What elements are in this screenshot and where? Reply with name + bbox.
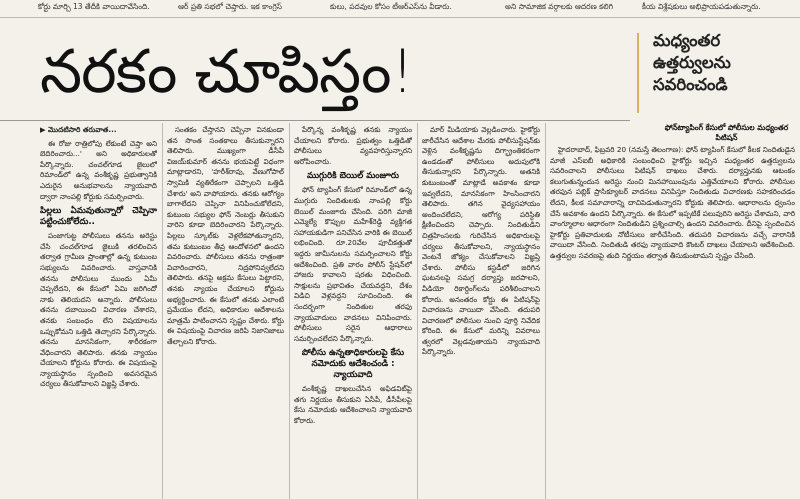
top-strip (0, 0, 800, 18)
side-kicker: ఫోన్‌ట్యాపింగ్ కేసులో పోలీసుల మధ్యంతర పిటిషన్ (664, 123, 789, 142)
side-headline (653, 30, 793, 96)
strip-text-middle: ఆర్ ప్రతి సభలో చెప్తారు. ఇక కాంగ్రెస్ (178, 2, 282, 11)
headline-divider (637, 33, 639, 113)
article-column-2 (167, 125, 284, 499)
column-4-paragraph-1: మార్ మీడియాకు వెల్లడించారు. హైకోర్టు జారీచేసిన ఆదేశాల మేరకు పోలీసుస్టేషన్‌కు వెళ్లిన వంశీకృష్ణను దిగ్భ్రాంతికరంగా ఉండడంతో పోలీసులు అదుపులోకి తీసుకున్నారని పేర్కొన్నారు. అతనికి కుటుంబంతో మాట్లాడే అవకాశం కూడా ఇవ్వలేదని, మానసికంగా హింసించారని తెలిపారు. తగిన వైద్యసహాయం అందించలేదని, ఆరోగ్య పరిస్థితి క్షీణించిందని చెప్పారు. నిందితుడిని చిత్రహింసలకు గురిచేసిన అధికారులపై చర్యలు తీసుకోవాలని, న్యాయస్థానం వెంటనే జోక్యం చేసుకోవాలని విజ్ఞప్తి చేశారు. పోలీసు కస్టడీలో జరిగిన ఘటనలపై సమగ్ర దర్యాప్తు జరపాలని, వీడియో రికార్డింగ్‌లను పరిశీలించాలని కోరారు. అనంతరం కోర్టు ఈ పిటిషన్‌పై విచారణను వాయిదా వేసింది. తదుపరి విచారణలో పోలీసుల నుంచి పూర్తి నివేదిక కోరింది. ఈ కేసులో మరిన్ని వివరాలు త్వరలో వెల్లడవుతాయని న్యాయవాది పేర్కొన్నారు. (422, 125, 540, 357)
column-1-paragraph-2: పంజాగుట్ట పోలీసులు తనను అరెస్టు చేసి చంచల్‌గూడ జైలుకి తరలించిన తర్వాత గ్రామీణ ప్రాంతాల్లో ఉన్న కుటుంబ సభ్యులను వివరించారు. వాస్తవానికి తనను పోలీసులు ముందు ఏమీ చెప్పలేదని, ఈ కేసులో ఏమి జరిగిందో నాకు తెలియదని అన్నారు. పోలీసులు తనను దబాయించి విచారణ చేశారని, తనకు సంబంధం లేని విషయాలను ఒప్పుకోమని ఒత్తిడి తెచ్చారని పేర్కొన్నారు. తనను మానసికంగా, శారీరకంగా వేధించారని తెలిపారు. తనకు న్యాయం చేయాలని కోర్టును కోరారు. ఈ విషయంపై న్యాయస్థానం స్పందించి అవసరమైన చర్యలు తీసుకోవాలని విజ్ఞప్తి చేశారు. (40, 231, 157, 389)
column-divider-4 (545, 123, 546, 499)
article-column-1 (40, 125, 157, 499)
strip-text-left: కోర్టు మార్చి 13 తేదీకి వాయిదావేసింది. (38, 2, 150, 11)
column-divider-3 (417, 123, 418, 499)
strip-text-right-2: కీయ విశ్లేషకులు అభిప్రాయపడుతున్నారు. (642, 2, 761, 11)
article-column-3 (294, 125, 412, 499)
article-column-5 (550, 145, 795, 499)
strip-text-middle-2: కులు, పదవుల కోసం టీఆర్ఎస్‌ను వీడారు. (330, 2, 452, 11)
column-1-paragraph-1: ఈ రోజు రాత్రిలోపు లేకుంటే చెప్తా అని బెదిరించారు...' అని అధికారులతో పేర్కొన్నారు. చంచల్‌గూడ జైలులో రిమాండ్‌లో ఉన్న వంశీకృష్ణ ప్రభుత్వానికి ఎదురైన అనుభవాలను న్యాయవాది ద్వారా నాంపల్లి కోర్టుకు సమర్పించారు. (40, 138, 157, 201)
column-divider-1 (162, 123, 163, 499)
headline-rule (0, 120, 630, 121)
column-3-paragraph-2: ఫోన్ ట్యాపింగ్ కేసులో రిమాండ్‌లో ఉన్న ముగ్గురు నిందితులకు నాంపల్లి కోర్టు బెయిల్ మంజూరు చేసింది. పరిగి మాజీ ఎమ్మెల్యే కొప్పుల మహేశ్‌రెడ్డి వ్యక్తిగత సహాయకుడిగా పనిచేసిన వారికి ఈ బెయిల్ లభించింది. రూ.20వేల పూచీకత్తుతో ఇద్దరు జామీనులను సమర్పించాలని కోర్టు ఆదేశించింది. ప్రతి వారం పోలీస్ స్టేషన్‌లో హాజరు కావాలని షరతు విధించింది. సాక్షులను ప్రభావితం చేయవద్దని, దేశం విడిచి వెళ్లవద్దని సూచించింది. ఈ సందర్భంగా నిందితుల తరఫు న్యాయవాదులు వాదనలు వినిపించారు. పోలీసులు సరైన ఆధారాలు సమర్పించలేదని పేర్కొన్నారు. (294, 185, 412, 343)
column-1-lead: ▶ మొదటిసారి తరువాత... (40, 125, 117, 134)
main-headline: నరకం చూపిస్తం! (40, 37, 414, 107)
column-1-subheading: పిల్లలు ఏమవుతున్నారో చెప్పినా పట్టించుకోలేదు.. (40, 206, 157, 228)
column-3-subheading-2: పోలీసు ఉన్నతాధికారులపై కేసు నమోదుకు ఆదేశించండి : న్యాయవాది (301, 348, 405, 381)
article-column-4 (422, 125, 540, 499)
column-3-paragraph-3: వంశీకృష్ణ దాఖలుచేసిన అఫిడవిట్‌పై తగు నిర్ణయం తీసుకుని ఏసీపీ, డీసీపీలపై కేసు నమోదుకు ఆదేశించాలని న్యాయవాది కోరారు. (294, 384, 412, 426)
side-headline-line-3: సవరించండి (653, 75, 728, 94)
column-3-subheading-1: ముగ్గురికి బెయిల్ మంజూరు (306, 171, 400, 182)
column-2-paragraph-1: సంతకం చేస్తానని చెప్పినా వినకుండా తన సొంత సంతకాలు తీసుకున్నారని తెలిపారు. ముఖ్యంగా డీసీపీ విజయ్‌కుమార్ తనను భయపెట్టే విధంగా మాట్లాడారని, 'హరీశ్‌రావు, వేణుగోపాల్ స్వామికి వ్యతిరేకంగా చెప్పాలని ఒత్తిడి చేశారు' అని వాపోయారు. తనకు ఆరోగ్యం బాగాలేదని చెప్పినా వినిపించుకోలేదని, కుటుంబ సభ్యుల ఫోన్ నెంబర్లు తీసుకుని వారిని కూడా బెదిరించారని పేర్కొన్నారు. పిల్లలు స్కూల్‌కు వెళ్లలేకపోతున్నారని, తమ కుటుంబం తీవ్ర ఆందోళనలో ఉందని వివరించారు. పోలీసులు తనను రాత్రంతా విచారించారని, నిద్రపోనివ్వలేదని తెలిపారు. తనపై అక్రమ కేసులు పెట్టారని, తనకు న్యాయం చేయాలని కోర్టును అభ్యర్థించారు. ఈ కేసులో తనకు ఎలాంటి ప్రమేయం లేదని, అధికారుల ఆదేశాలను మాత్రమే పాటించానని స్పష్టం చేశారు. కోర్టు ఈ విషయంపై విచారణ జరిపి నిజానిజాలు తేల్చాలని కోరారు. (167, 125, 284, 346)
strip-text-right: అని సామాజిక వర్గాలకు ఆదరణ కలిగి (505, 2, 613, 11)
column-5-paragraph-1: హైదరాబాద్, ఫిబ్రవరి 20 (నమస్తే తెలంగాణ): ఫోన్ ట్యాపింగ్ కేసులో కీలక నిందితుడైన మాజీ ఎస్ఐబీ అధికారికి సంబంధించి హైకోర్టు ఇచ్చిన మధ్యంతర ఉత్తర్వులను సవరించాలని పోలీసులు పిటిషన్ దాఖలు చేశారు. దర్యాప్తునకు ఆటంకం కలుగుతున్నందున అరెస్టు నుంచి మినహాయింపును ఎత్తివేయాలని కోరారు. పోలీసుల తరఫున పబ్లిక్ ప్రాసిక్యూటర్ వాదనలు వినిపిస్తూ నిందితుడు విచారణకు సహకరించడం లేదని, కీలక సమాచారాన్ని దాచిపెడుతున్నారని కోర్టుకు తెలిపారు. ఆధారాలను ధ్వంసం చేసే అవకాశం ఉందని పేర్కొన్నారు. ఈ కేసులో ఇప్పటికే పలువురిని అరెస్టు చేశామని, వారి వాంగ్మూలాల ఆధారంగా నిందితుడిని ప్రశ్నించాల్సి ఉందని వివరించారు. దీనిపై స్పందించిన హైకోర్టు ప్రతివాదులకు నోటీసులు జారీచేసింది. తదుపరి విచారణను వచ్చే వారానికి వాయిదా వేసింది. నిందితుడి తరఫు న్యాయవాది కౌంటర్ దాఖలు చేయాలని ఆదేశించింది. ఉత్తర్వుల సవరణపై తుది నిర్ణయం తర్వాత తీసుకుంటామని స్పష్టం చేసింది. (550, 145, 795, 260)
side-headline-line-2: ఉత్తర్వులను (653, 53, 731, 72)
column-3-paragraph-1: పేర్కొన్న వంశీకృష్ణ తనకు న్యాయం చేయాలని కోరారు. ప్రభుత్వం ఒత్తిడితో పోలీసులు వ్యవహరిస్తున్నారని ఆరోపించారు. (294, 125, 412, 166)
column-divider-2 (289, 123, 290, 499)
side-headline-line-1: మధ్యంతర (653, 31, 721, 50)
